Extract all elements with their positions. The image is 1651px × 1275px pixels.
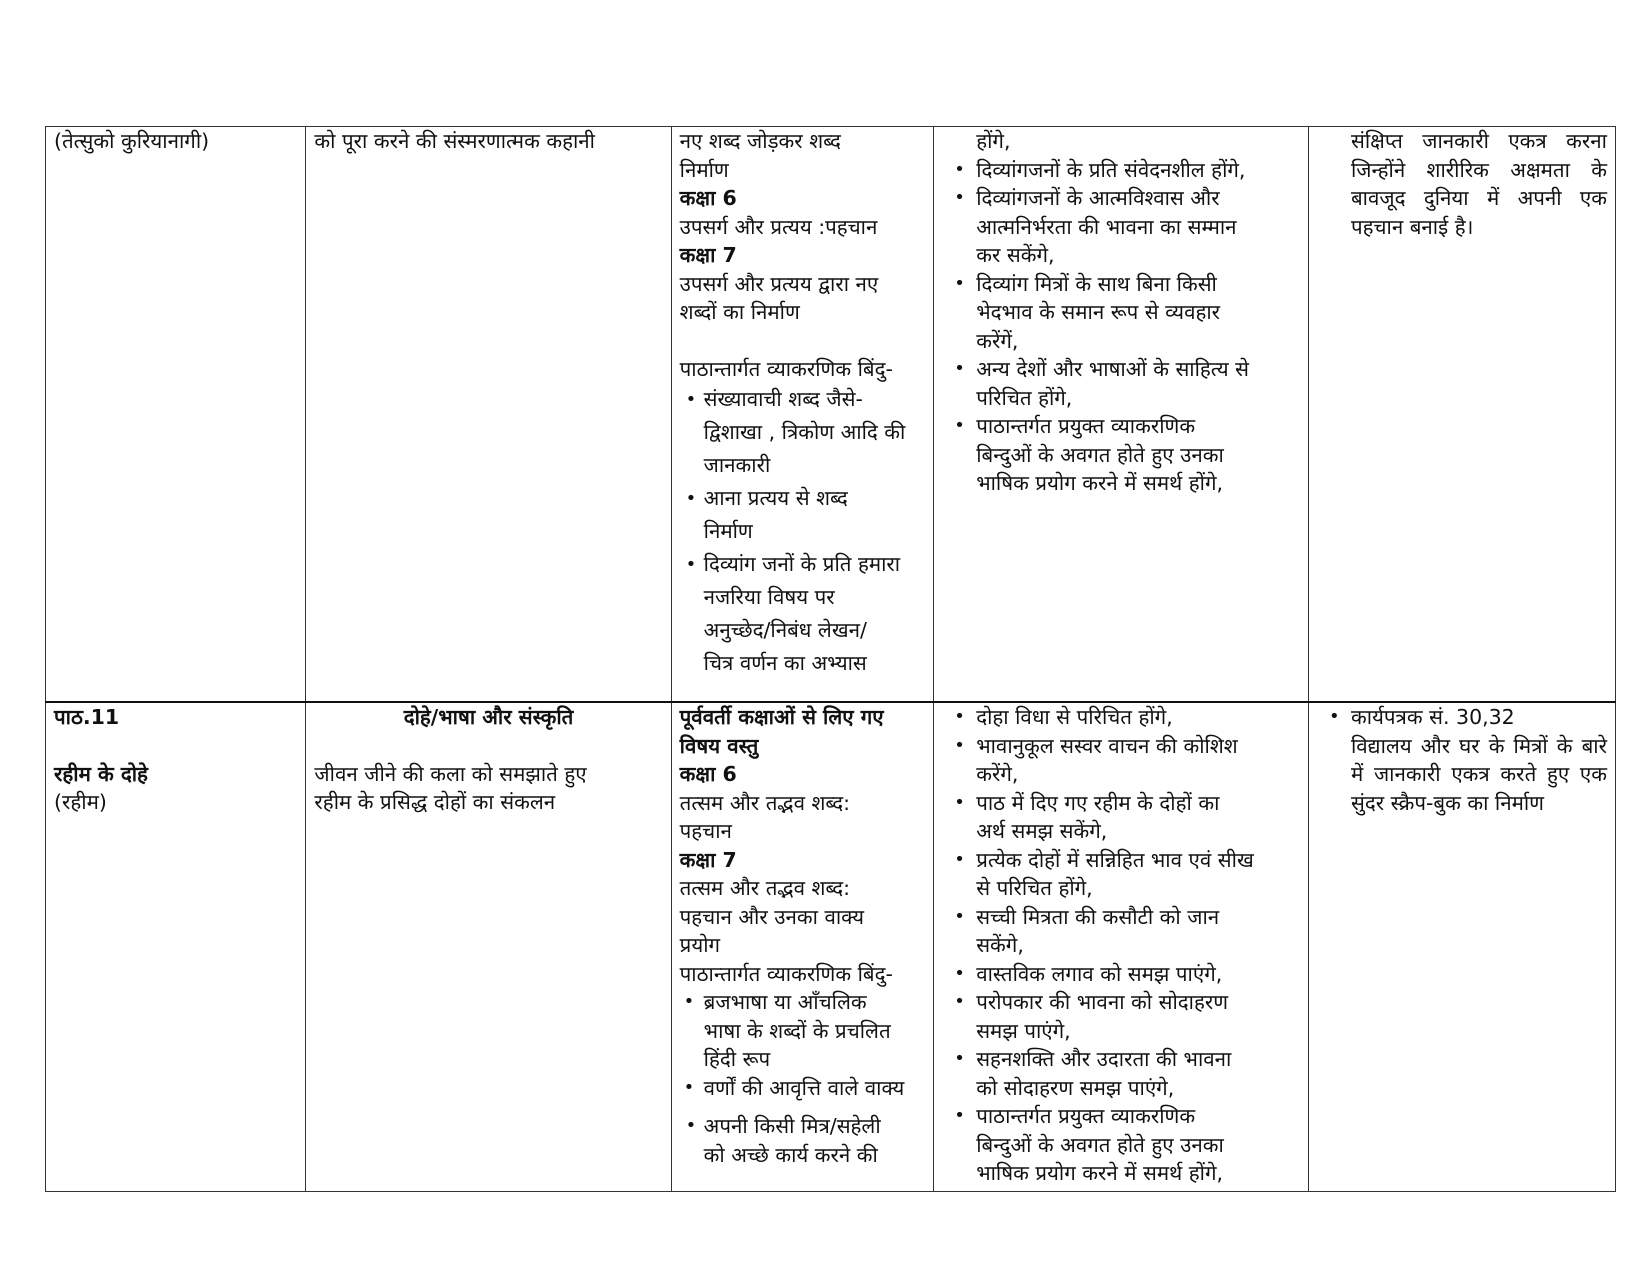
list-item [1317,703,1607,732]
list-item: • भावानुकूल सस्वर वाचन की कोशिश करेंगे, [942,732,1300,789]
outcomes-list [942,703,1300,1188]
list-item: • दिव्यांग जनों के प्रति हमारा नजरिया विषय पर अनुच्छेद/निबंध लेखन/ चित्र वर्णन का अभ्यास [680,548,926,680]
text-line: जीवन जीने की कला को समझाते हुए [314,761,587,786]
list-item: • दोहा विधा से परिचित होंगे, [942,703,1300,732]
text-line: प्रयोग [679,933,721,957]
worksheet-ref: • कार्यपत्रक सं. 30,32 [1350,705,1515,729]
text-line: उपसर्ग और प्रत्यय द्वारा नए [679,271,879,296]
grammar-heading: पाठान्तार्गत व्याकरणिक बिंदु- [679,961,893,986]
activity-list [1317,703,1607,732]
list-item: • आना प्रत्यय से शब्द निर्माण [680,482,926,548]
text-line: नए शब्द जोड़कर शब्द [679,129,841,153]
grammar-list [680,1112,926,1169]
text-line: तत्सम और तद्भव शब्द: [679,790,851,815]
lesson-cell [46,127,306,703]
activity-text: संक्षिप्त जानकारी एकत्र करना जिन्होंने शारीरिक अक्षमता के बावजूद दुनिया में अपनी एक पहचान बनाई है। [1350,129,1607,239]
text-line: निर्माण [679,157,729,182]
lesson-cell [46,702,306,1192]
list-item: • अपनी किसी मित्र/सहेली को अच्छे कार्य करने की [680,1112,926,1169]
grammar-cell [671,127,934,703]
text-line: तत्सम और तद्भव शब्द: [679,876,851,900]
author-name: (रहीम) [54,790,107,814]
list-item: • सहनशक्ति और उदारता की भावना को सोदाहरण समझ पाएंगे, [942,1045,1300,1102]
text-line: शब्दों का निर्माण [679,300,800,324]
list-item: • प्रत्येक दोहों में सन्निहित भाव एवं सीख से परिचित होंगे, [942,846,1300,903]
activity-cell [1308,702,1615,1192]
text-line: रहीम के प्रसिद्ध दोहों का संकलन [314,790,556,814]
table-row [46,127,1616,703]
section-heading: पूर्ववर्ती कक्षाओं से लिए गए [679,705,884,729]
list-item: • वास्तविक लगाव को समझ पाएंगे, [942,960,1300,989]
class-heading: कक्षा 7 [679,847,737,872]
text-line: होंगे, [976,129,1011,153]
list-item: • अन्य देशों और भाषाओं के साहित्य से परिचित होंगे, [942,355,1300,412]
section-heading: विषय वस्तु [679,733,759,758]
class-heading: कक्षा 6 [679,762,737,786]
lesson-number: पाठ.11 [54,705,120,729]
list-item: • पाठान्तर्गत प्रयुक्त व्याकरणिक बिन्दुओं के अवगत होते हुए उनका भाषिक प्रयोग करने में समर्थ होंगे, [942,412,1300,498]
list-item: • दिव्यांगजनों के आत्मविश्वास और आत्मनिर्भरता की भावना का सम्मान कर सकेंगे, [942,184,1300,270]
curriculum-table [45,126,1616,1192]
list-item: • दिव्यांगजनों के प्रति संवेदनशील होंगे, [942,156,1300,185]
outcomes-list [942,156,1300,498]
activity-cell [1308,127,1615,703]
grammar-heading: पाठान्तार्गत व्याकरणिक बिंदु- [679,356,893,381]
list-item: • ब्रजभाषा या आँचलिक भाषा के शब्दों के प्रचलित हिंदी रूप [680,988,926,1074]
section-heading: दोहे/भाषा और संस्कृति [403,705,574,729]
outcomes-cell [934,127,1309,703]
activity-text: विद्यालय और घर के मित्रों के बारे में जानकारी एकत्र करते हुए एक सुंदर स्क्रैप-बुक का निर्माण [1350,733,1607,815]
list-item: • पाठान्तर्गत प्रयुक्त व्याकरणिक बिन्दुओं के अवगत होते हुए उनका भाषिक प्रयोग करने में समर्थ होंगे, [942,1102,1300,1188]
text-line: पहचान और उनका वाक्य [679,904,865,929]
class-heading: कक्षा 7 [679,243,737,267]
author-name: (तेत्सुको कुरियानागी) [54,129,210,153]
grammar-list [680,988,926,1102]
lesson-title: रहीम के दोहे [54,761,148,786]
text-line: उपसर्ग और प्रत्यय :पहचान [679,214,878,239]
list-item: • पाठ में दिए गए रहीम के दोहों का अर्थ समझ सकेंगे, [942,789,1300,846]
lesson-description: को पूरा करने की संस्मरणात्मक कहानी [314,129,595,153]
list-item: • सच्ची मित्रता की कसौटी को जान सकेंगे, [942,903,1300,960]
grammar-cell [671,702,934,1192]
list-item: • संख्यावाची शब्द जैसे- द्विशाखा , त्रिकोण आदि की जानकारी [680,383,926,482]
table-row [46,702,1616,1192]
list-item: • परोपकार की भावना को सोदाहरण समझ पाएंगे, [942,988,1300,1045]
list-item: • दिव्यांग मित्रों के साथ बिना किसी भेदभाव के समान रूप से व्यवहार करेंगें, [942,270,1300,356]
outcomes-cell [934,702,1309,1192]
class-heading: कक्षा 6 [679,186,737,210]
text-line: पहचान [679,819,732,843]
grammar-list [680,383,926,680]
list-item: • वर्णों की आवृत्ति वाले वाक्य [680,1074,926,1103]
description-cell [306,127,671,703]
description-cell [306,702,671,1192]
